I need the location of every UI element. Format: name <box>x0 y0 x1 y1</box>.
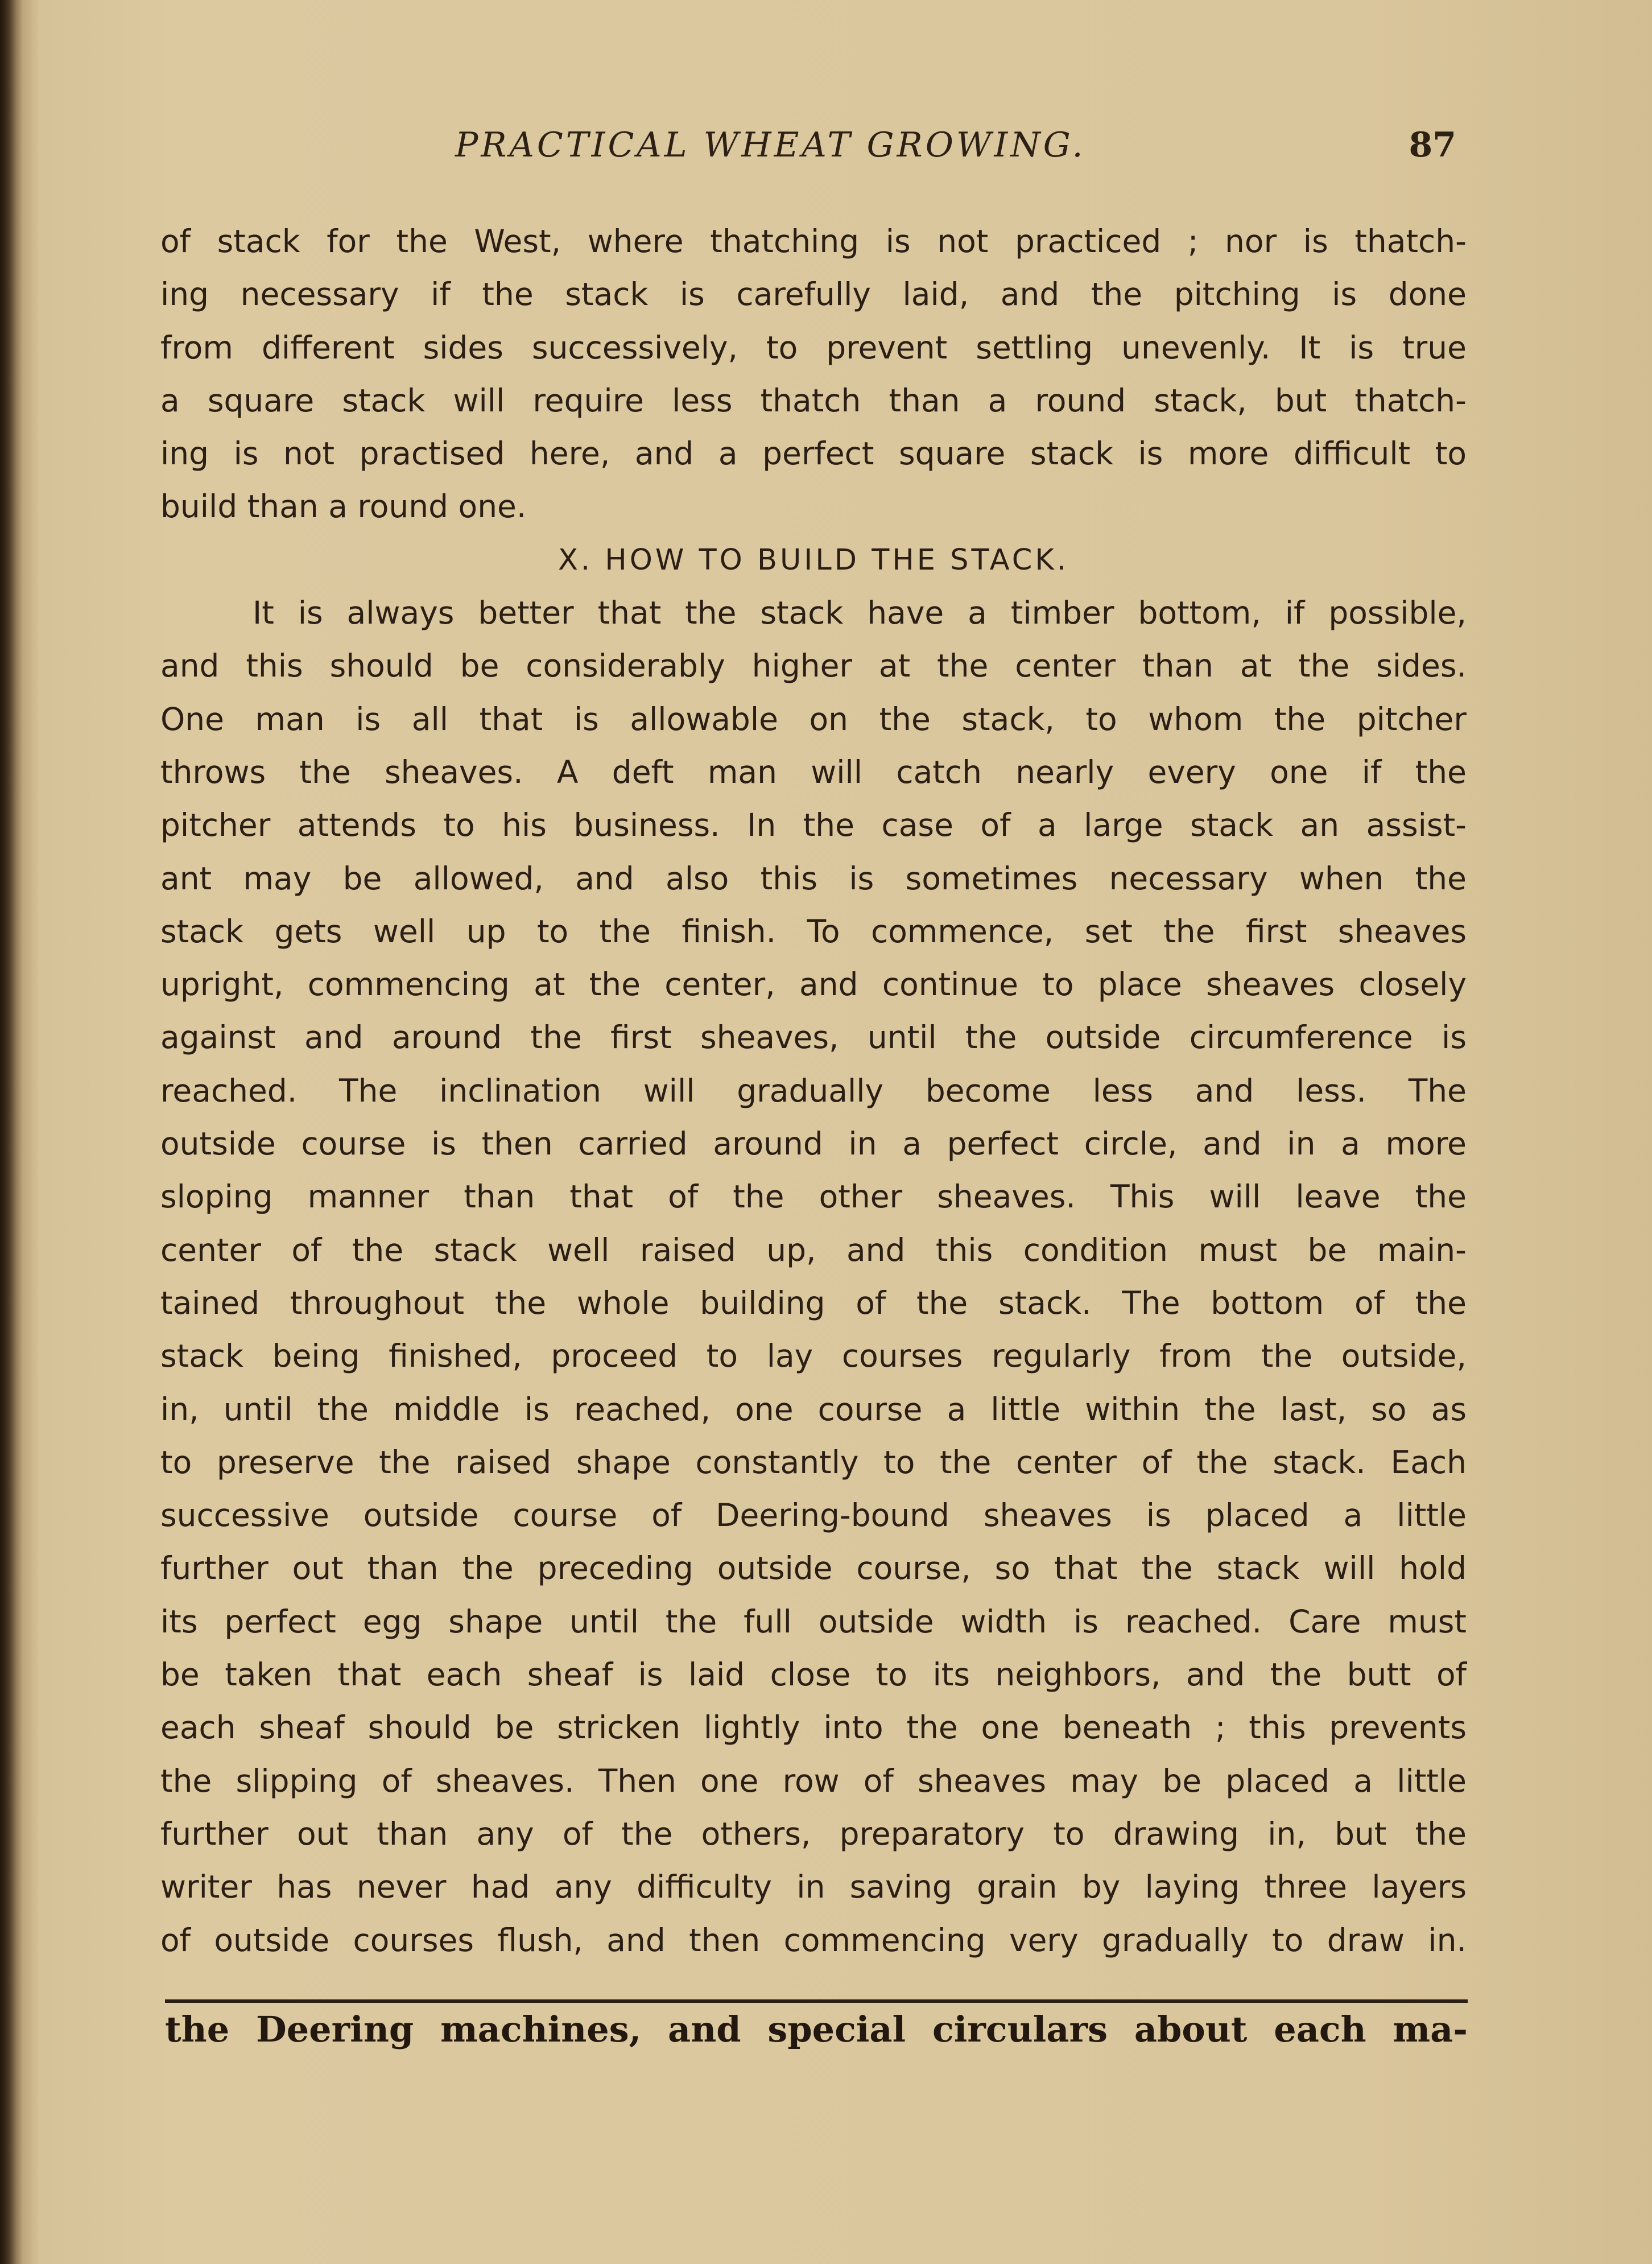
text-line: stack being finished, proceed to lay courses regularly from the outside, <box>160 1338 1467 1375</box>
text-line: further out than the preceding outside course, so that the stack will hold <box>160 1550 1467 1587</box>
text-line: each sheaf should be stricken lightly into the one beneath ; this prevents <box>160 1709 1467 1746</box>
text-line: pitcher attends to his business. In the case of a large stack an assist- <box>160 807 1467 844</box>
text-line: reached. The inclination will gradually become less and less. The <box>160 1072 1467 1109</box>
text-line: of stack for the West, where thatching is not practiced ; nor is thatch- <box>160 223 1467 259</box>
text-line: be taken that each sheaf is laid close to its neighbors, and the butt of <box>160 1656 1467 1693</box>
text-line: build than a round one. <box>160 488 527 525</box>
text-line: tained throughout the whole building of the stack. The bottom of the <box>160 1284 1467 1321</box>
text-line: It is always better that the stack have a timber bottom, if possible, <box>253 595 1467 632</box>
text-line: in, until the middle is reached, one course a little within the last, so as <box>160 1391 1467 1428</box>
text-line: the slipping of sheaves. Then one row of sheaves may be placed a little <box>160 1762 1467 1799</box>
text-line: outside course is then carried around in a perfect circle, and in a more <box>160 1125 1467 1162</box>
text-line: successive outside course of Deering-bound sheaves is placed a little <box>160 1497 1467 1534</box>
text-line: sloping manner than that of the other sheaves. This will leave the <box>160 1178 1467 1215</box>
text-line: ing is not practised here, and a perfect square stack is more difficult to <box>160 435 1467 472</box>
footer-line: the Deering machines, and special circulars about each ma- <box>165 2009 1468 2050</box>
text-line: a square stack will require less thatch than a round stack, but thatch- <box>160 382 1467 419</box>
horizontal-rule <box>165 1999 1468 2003</box>
text-line: ant may be allowed, and also this is sometimes necessary when the <box>160 860 1467 897</box>
text-line: center of the stack well raised up, and this condition must be main- <box>160 1231 1467 1268</box>
text-line: throws the sheaves. A deft man will catch nearly every one if the <box>160 753 1467 790</box>
text-line: from different sides successively, to prevent settling unevenly. It is true <box>160 329 1467 366</box>
text-line: stack gets well up to the finish. To commence, set the first sheaves <box>160 913 1467 950</box>
section-heading: X. HOW TO BUILD THE STACK. <box>557 543 1069 577</box>
text-line: of outside courses flush, and then commencing very gradually to draw in. <box>160 1921 1467 1958</box>
text-line: further out than any of the others, preparatory to drawing in, but the <box>160 1815 1467 1852</box>
running-head <box>165 125 1468 171</box>
running-title: PRACTICAL WHEAT GROWING. <box>455 125 1086 165</box>
text-line: and this should be considerably higher at the center than at the sides. <box>160 648 1467 684</box>
page-gutter-shadow <box>0 0 23 2264</box>
text-line: writer has never had any difficulty in saving grain by laying three layers <box>160 1869 1467 1906</box>
text-line: ing necessary if the stack is carefully laid, and the pitching is done <box>160 276 1467 313</box>
text-line: against and around the first sheaves, until the outside circumference is <box>160 1019 1467 1056</box>
text-line: upright, commencing at the center, and continue to place sheaves closely <box>160 966 1467 1003</box>
body-text <box>160 215 1467 1967</box>
page-number: 87 <box>1409 125 1456 165</box>
text-line: its perfect egg shape until the full outside width is reached. Care must <box>160 1603 1467 1640</box>
text-line: One man is all that is allowable on the stack, to whom the pitcher <box>160 700 1467 737</box>
text-line: to preserve the raised shape constantly to the center of the stack. Each <box>160 1444 1467 1481</box>
